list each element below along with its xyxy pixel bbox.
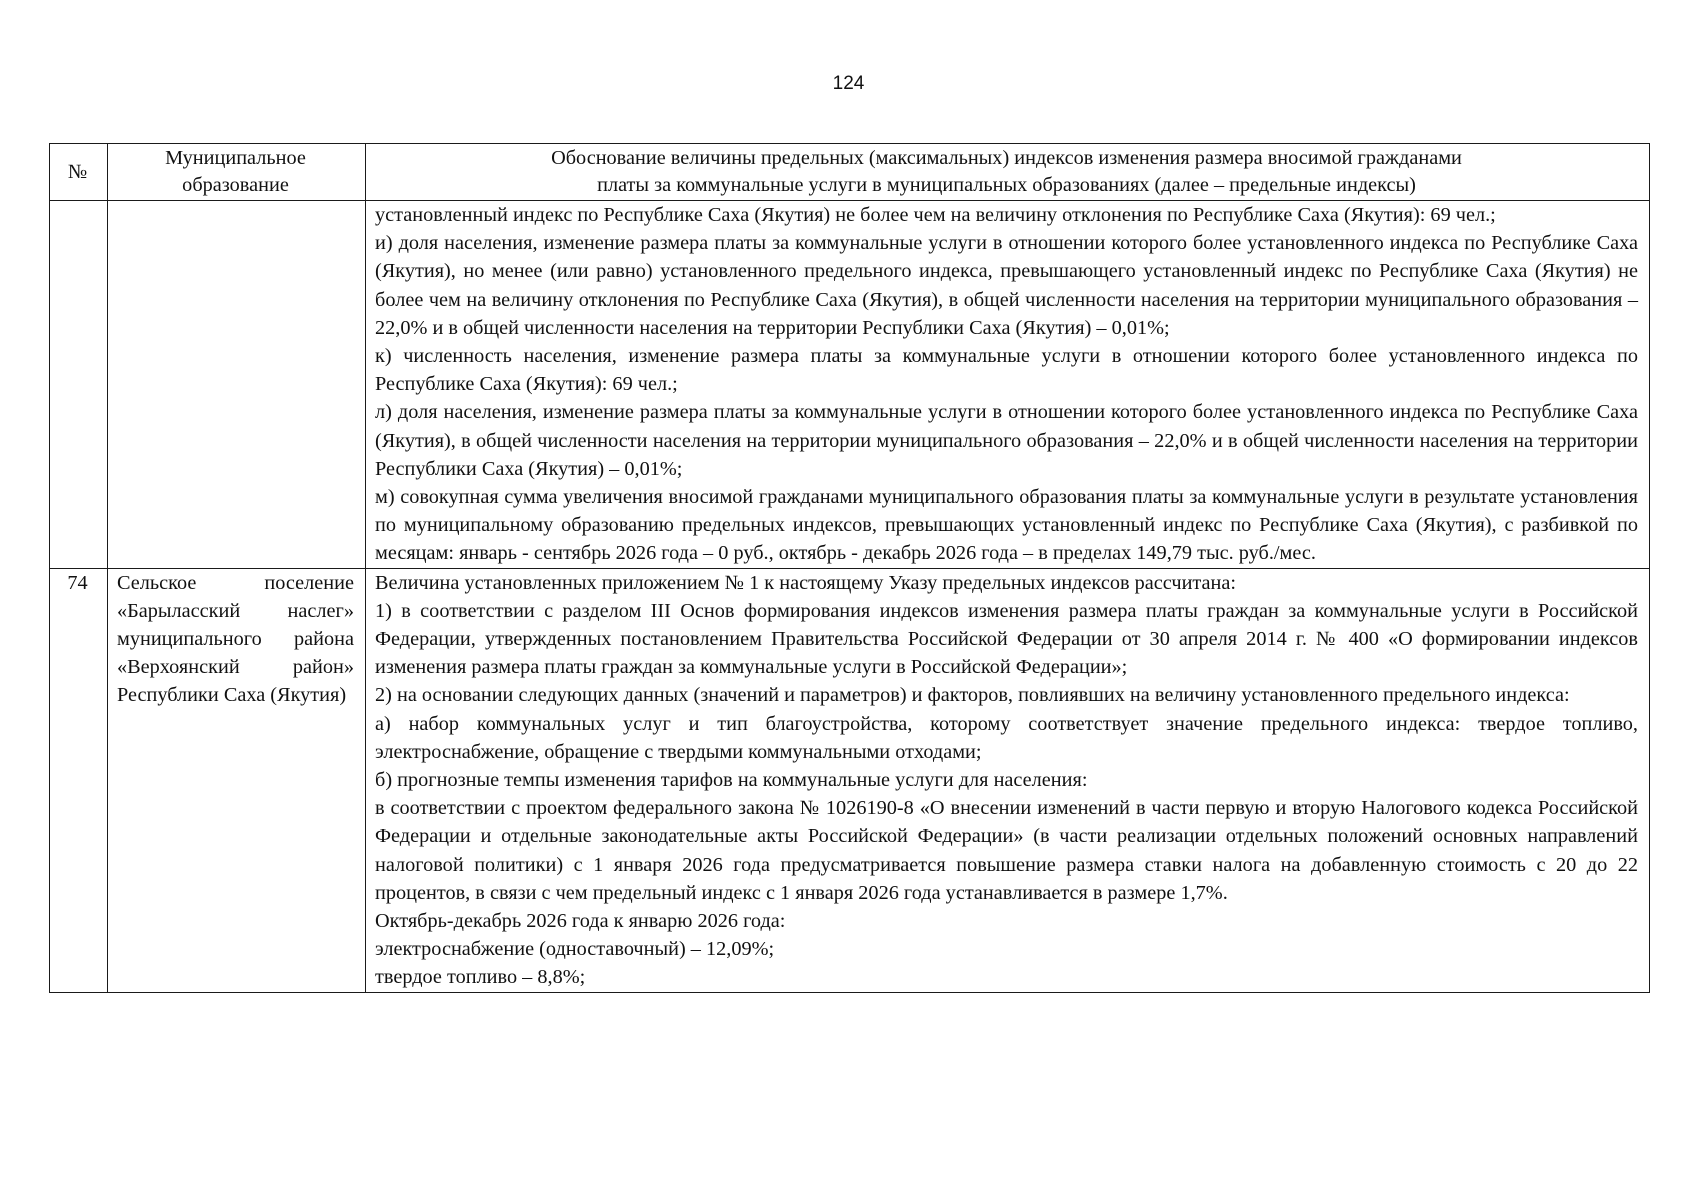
header-justification [366, 144, 1650, 201]
row-municipality [108, 201, 366, 569]
table-header-row [50, 144, 1650, 201]
paragraph: и) доля населения, изменение размера платы за коммунальные услуги в отношении которого более установленного индекса по Республике Саха (Якутия), но менее (или равно) установленного предельного индекса, превышающего установленный индекс по Республике Саха (Якутия) не более чем на величину отклонения по Республике Саха (Якутия), в общей численности населения на территории муниципального образования – 22,0% и в общей численности населения на территории Республики Саха (Якутия) – 0,01%; [375, 232, 1638, 339]
paragraph: Величина установленных приложением № 1 к настоящему Указу предельных индексов рассчитана: [375, 571, 1237, 594]
row-justification [366, 201, 1650, 569]
paragraph: б) прогнозные темпы изменения тарифов на коммунальные услуги для населения: [375, 769, 1088, 792]
header-municipality: Муниципальное образование [108, 144, 366, 201]
paragraph: м) совокупная сумма увеличения вносимой гражданами муниципального образования платы за коммунальные услуги в результате установления по муниципальному образованию предельных индексов, превышающих установленный индекс по Республике Саха (Якутия), с разбивкой по месяцам: январь - сентябрь 2026 года – 0 руб., октябрь - декабрь 2026 года – в пределах 149,79 тыс. руб./мес. [375, 486, 1638, 565]
table-row [50, 201, 1650, 569]
header-justification-line1: Обоснование величины предельных (максимальных) индексов изменения размера вносимой гражданами [551, 147, 1462, 169]
paragraph: Октябрь-декабрь 2026 года к январю 2026 года: [375, 910, 786, 933]
paragraph: 2) на основании следующих данных (значений и параметров) и факторов, повлиявших на величину установленного предельного индекса: [375, 684, 1570, 707]
paragraph: электроснабжение (одноставочный) – 12,09%; [375, 938, 775, 961]
paragraph: к) численность населения, изменение размера платы за коммунальные услуги в отношении которого более установленного индекса по Республике Саха (Якутия): 69 чел.; [375, 345, 1638, 396]
row-number: 74 [50, 568, 108, 992]
row-municipality: Сельское поселение «Барыласский наслег» муниципального района «Верхоянский район» Республики Саха (Якутия) [108, 568, 366, 992]
page-number: 124 [832, 73, 865, 94]
paragraph: установленный индекс по Республике Саха (Якутия) не более чем на величину отклонения по Республике Саха (Якутия): 69 чел.; [375, 204, 1496, 226]
paragraph: л) доля населения, изменение размера платы за коммунальные услуги в отношении которого более установленного индекса по Республике Саха (Якутия), в общей численности населения на территории муниципального образования – 22,0% и в общей численности населения на территории Республики Саха (Якутия) – 0,01%; [375, 401, 1638, 480]
row-number [50, 201, 108, 569]
row-justification [366, 568, 1650, 992]
paragraph: твердое топливо – 8,8%; [375, 966, 586, 989]
paragraph: а) набор коммунальных услуг и тип благоустройства, которому соответствует значение предельного индекса: твердое топливо, электроснабжение, обращение с твердыми коммунальными отходами; [375, 712, 1638, 763]
indices-table [49, 143, 1650, 993]
paragraph: в соответствии с проектом федерального закона № 1026190-8 «О внесении изменений в части первую и вторую Налогового кодекса Российской Федерации и отдельные законодательные акты Российской Федерации» (в части реализации отдельных положений основных направлений налоговой политики) с 1 января 2026 года предусматривается повышение размера ставки налога на добавленную стоимость с 20 до 22 процентов, в связи с чем предельный индекс с 1 января 2026 года устанавливается в размере 1,7%. [375, 797, 1638, 904]
table-row [50, 568, 1650, 992]
paragraph: 1) в соответствии с разделом III Основ формирования индексов изменения размера платы граждан за коммунальные услуги в Российской Федерации, утвержденных постановлением Правительства Российской Федерации от 30 апреля 2014 г. № 400 «О формировании индексов изменения размера платы граждан за коммунальные услуги в Российской Федерации»; [375, 599, 1638, 679]
header-justification-line2: платы за коммунальные услуги в муниципальных образованиях (далее – предельные индексы) [597, 174, 1416, 196]
header-number: № [50, 144, 108, 201]
